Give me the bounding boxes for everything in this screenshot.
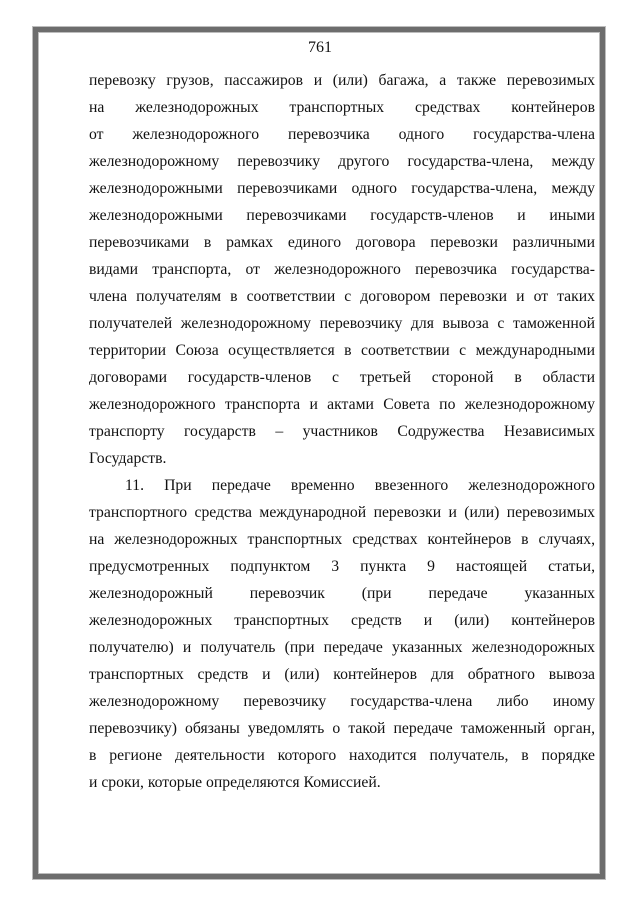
text-line: получателей железнодорожному перевозчику для вывоза с таможенной bbox=[89, 315, 595, 332]
text-line: и сроки, которые определяются Комиссией. bbox=[89, 774, 381, 791]
text-line: 11. При передаче временно ввезенного железнодорожного bbox=[125, 477, 595, 494]
text-line: железнодорожному перевозчику другого государства-члена, между bbox=[89, 153, 595, 170]
text-line: видами транспорта, от железнодорожного перевозчика государства- bbox=[89, 261, 595, 278]
text-line: транспортного средства международной перевозки и (или) перевозимых bbox=[89, 504, 595, 521]
text-line: договорами государств-членов с третьей стороной в области bbox=[89, 369, 595, 386]
text-line: на железнодорожных транспортных средствах контейнеров в случаях, bbox=[89, 531, 595, 548]
text-line: члена получателям в соответствии с договором перевозки и от таких bbox=[89, 288, 595, 305]
paragraph-2 bbox=[89, 472, 595, 796]
text-line: предусмотренных подпунктом 3 пункта 9 настоящей статьи, bbox=[89, 558, 595, 575]
text-line: на железнодорожных транспортных средствах контейнеров bbox=[89, 99, 595, 116]
text-line: железнодорожному перевозчику государства-члена либо иному bbox=[89, 693, 595, 710]
text-line: железнодорожными перевозчиками одного государства-члена, между bbox=[89, 180, 595, 197]
text-line: железнодорожного транспорта и актами Совета по железнодорожному bbox=[89, 396, 595, 413]
text-line: в регионе деятельности которого находится получатель, в порядке bbox=[89, 747, 595, 764]
text-line: от железнодорожного перевозчика одного государства-члена bbox=[89, 126, 595, 143]
text-line: перевозку грузов, пассажиров и (или) багажа, а также перевозимых bbox=[89, 72, 595, 89]
text-line: территории Союза осуществляется в соответствии с международными bbox=[89, 342, 595, 359]
document-body bbox=[89, 67, 595, 796]
text-line: получателю) и получатель (при передаче указанных железнодорожных bbox=[89, 639, 595, 656]
text-line: железнодорожный перевозчик (при передаче указанных bbox=[89, 585, 595, 602]
text-line: транспорту государств – участников Содружества Независимых bbox=[89, 423, 595, 440]
text-line: перевозчику) обязаны уведомлять о такой передаче таможенный орган, bbox=[89, 720, 595, 737]
text-line: железнодорожных транспортных средств и (или) контейнеров bbox=[89, 612, 595, 629]
text-line: железнодорожными перевозчиками государств-членов и иными bbox=[89, 207, 595, 224]
paragraph-1 bbox=[89, 67, 595, 472]
text-line: перевозчиками в рамках единого договора перевозки различными bbox=[89, 234, 595, 251]
page-number: 761 bbox=[308, 39, 332, 56]
text-line: транспортных средств и (или) контейнеров для обратного вывоза bbox=[89, 666, 595, 683]
text-line: Государств. bbox=[89, 450, 167, 467]
